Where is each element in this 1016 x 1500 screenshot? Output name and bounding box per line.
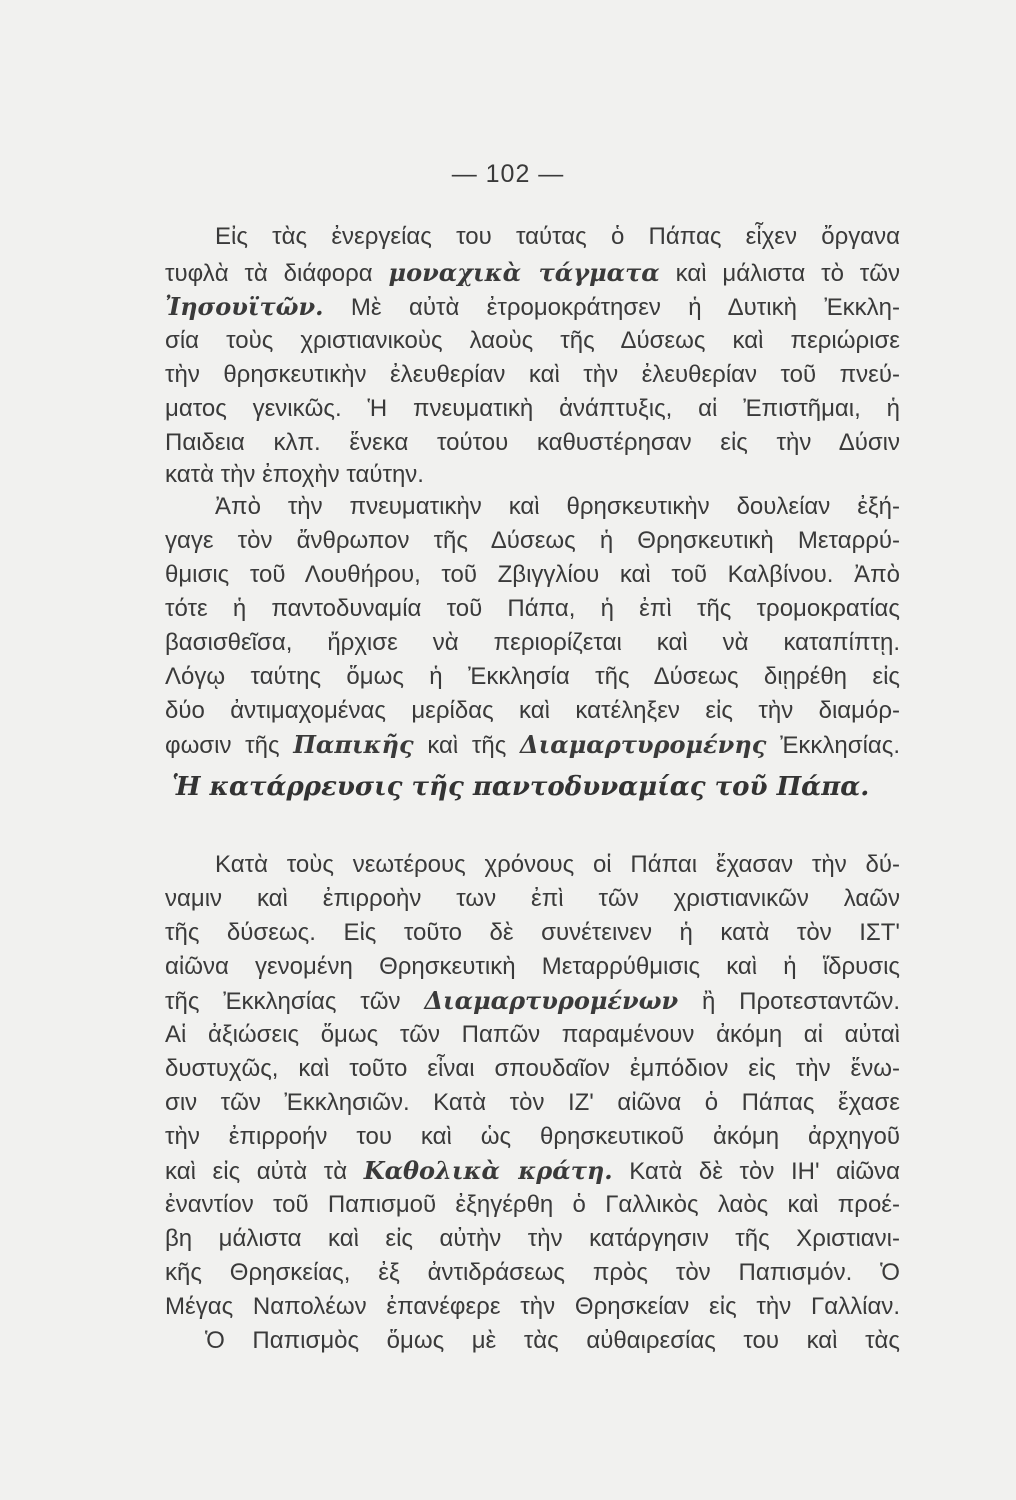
emphasis-jesuits: Ἰησουϊτῶν. (165, 292, 324, 321)
text-line: τυφλὰ τὰ διάφορα μοναχικὰ τάγματα καὶ μάλιστα τὸ τῶν (165, 258, 901, 287)
text-line: καὶ εἰς αὐτὰ τὰ Καθολικὰ κράτη. Κατὰ δὲ τὸν ΙΗ' αἰῶνα (165, 1156, 901, 1185)
text-line: Εἰς τὰς ἐνεργείας του ταύτας ὁ Πάπας εἶχεν ὄργανα (215, 223, 900, 250)
text-line: τὴν θρησκευτικὴν ἐλευθερίαν καὶ τὴν ἐλευθερίαν τοῦ πνεύ- (165, 361, 900, 388)
section-heading: Ἡ κατάρρευσις τῆς παντοδυναμίας τοῦ Πάπα. (172, 772, 870, 802)
text-line: κῆς Θρησκείας, ἐξ ἀντιδράσεως πρὸς τὸν Παπισμόν. Ὁ (165, 1259, 900, 1286)
text-line: τότε ἡ παντοδυναμία τοῦ Πάπα, ἡ ἐπὶ τῆς τρομοκρατίας (165, 595, 900, 622)
text-line: ἐναντίον τοῦ Παπισμοῦ ἐξηγέρθη ὁ Γαλλικὸς λαὸς καὶ προέ- (165, 1191, 900, 1218)
text-line: τὴν ἐπιρροήν του καὶ ὡς θρησκευτικοῦ ἀκόμη ἀρχηγοῦ (165, 1123, 900, 1150)
text-line: βασισθεῖσα, ἤρχισε νὰ περιορίζεται καὶ νὰ καταπίπτῃ. (165, 629, 900, 656)
text-line: Παιδεια κλπ. ἕνεκα τούτου καθυστέρησαν εἰς τὴν Δύσιν (165, 429, 900, 456)
text-line: γαγε τὸν ἄνθρωπον τῆς Δύσεως ἡ Θρησκευτικὴ Μεταρρύ- (165, 527, 900, 554)
text-line: κατὰ τὴν ἐποχὴν ταύτην. (165, 461, 424, 488)
text-line: δύο ἀντιμαχομένας μερίδας καὶ κατέληξεν εἰς τὴν διαμόρ- (165, 697, 900, 724)
text-line: Λόγῳ ταύτης ὅμως ἡ Ἐκκλησία τῆς Δύσεως διῃρέθη εἰς (165, 663, 900, 690)
text-line: φωσιν τῆς Παπικῆς καὶ τῆς Διαμαρτυρομένης Ἐκκλησίας. (165, 730, 901, 759)
text-line: Ἀπὸ τὴν πνευματικὴν καὶ θρησκευτικὴν δουλείαν ἐξή- (215, 493, 900, 520)
emphasis-protestant: Διαμαρτυρομένης (520, 730, 767, 759)
text-line: τῆς δύσεως. Εἰς τοῦτο δὲ συνέτεινεν ἡ κατὰ τὸν ΙΣΤ' (165, 919, 900, 946)
text-line: Κατὰ τοὺς νεωτέρους χρόνους οἱ Πάπαι ἔχασαν τὴν δύ- (215, 851, 900, 878)
emphasis-catholic-states: Καθολικὰ κράτη. (363, 1156, 613, 1185)
text-line: τῆς Ἐκκλησίας τῶν Διαμαρτυρομένων ἢ Προτεσταντῶν. (165, 986, 901, 1015)
text-line: σιν τῶν Ἐκκλησιῶν. Κατὰ τὸν ΙΖ' αἰῶνα ὁ Πάπας ἔχασε (165, 1089, 900, 1116)
text-line: ματος γενικῶς. Ἡ πνευματικὴ ἀνάπτυξις, αἱ Ἐπιστῆμαι, ἡ (165, 395, 900, 422)
text-line: ναμιν καὶ ἐπιρροὴν των ἐπὶ τῶν χριστιανικῶν λαῶν (165, 885, 900, 912)
text-line: δυστυχῶς, καὶ τοῦτο εἶναι σπουδαῖον ἐμπόδιον εἰς τὴν ἕνω- (165, 1055, 900, 1082)
text-line: Αἱ ἀξιώσεις ὅμως τῶν Παπῶν παραμένουν ἀκόμη αἱ αὐταὶ (165, 1021, 900, 1048)
page-number: — 102 — (451, 160, 565, 188)
emphasis-protestants: Διαμαρτυρομένων (424, 986, 679, 1015)
text-line: βη μάλιστα καὶ εἰς αὐτὴν τὴν κατάργησιν τῆς Χριστιανι- (165, 1225, 900, 1252)
text-line: θμισις τοῦ Λουθήρου, τοῦ Ζβιγγλίου καὶ τοῦ Καλβίνου. Ἀπὸ (165, 561, 900, 588)
text-line: Ἰησουϊτῶν. Μὲ αὐτὰ ἐτρομοκράτησεν ἡ Δυτικὴ Ἐκκλη- (165, 292, 901, 321)
emphasis-monastic-orders: μοναχικὰ τάγματα (388, 258, 660, 287)
text-line: αἰῶνα γενομένη Θρησκευτικὴ Μεταρρύθμισις καὶ ἡ ἵδρυσις (165, 953, 900, 980)
emphasis-papal: Παπικῆς (293, 730, 414, 759)
text-line: σία τοὺς χριστιανικοὺς λαοὺς τῆς Δύσεως καὶ περιώρισε (165, 327, 900, 354)
text-line: Ὁ Παπισμὸς ὅμως μὲ τὰς αὐθαιρεσίας του καὶ τὰς (205, 1327, 900, 1354)
text-line: Μέγας Ναπολέων ἐπανέφερε τὴν Θρησκείαν εἰς τὴν Γαλλίαν. (165, 1293, 900, 1320)
